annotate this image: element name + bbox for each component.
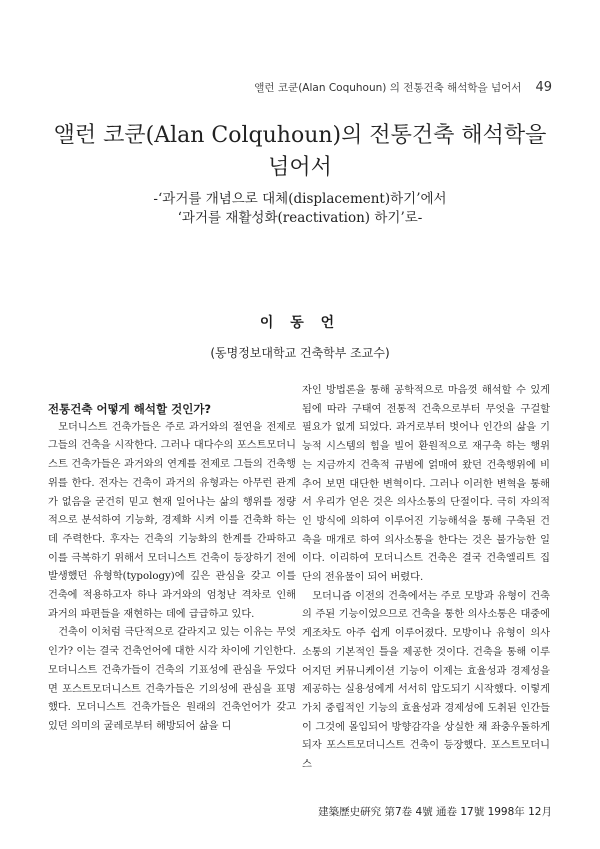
left-paragraph-2: 건축이 이처럼 극단적으로 갈라지고 있는 이유는 무엇인가? 이는 결국 건축언어에 대한 시각 차이에 기인한다. 모더니스트 건축가들이 건축의 기표성에 관심을 두었다면 포스트모더니스트 건축가들은 기의성에 관심을 표명했다. 모더니스트 건축가들은 원래의 건축언어가 갖고 있던 의미의 굴레로부터 해방되어 삶을 디 bbox=[48, 627, 296, 732]
running-header bbox=[254, 80, 552, 95]
left-column bbox=[48, 400, 296, 737]
section-heading: 전통건축 어떻게 해석할 것인가? bbox=[48, 402, 212, 416]
left-paragraph-1: 모더니스트 건축가들은 주로 과거와의 절연을 전제로 그들의 건축을 시작한다. 그러나 대다수의 포스트모더니스트 건축가들은 과거와의 연계를 전제로 그들의 건축행위를 한다. 전자는 건축이 과거의 유형과는 아무런 관계가 없음을 굳건히 믿고 현재 일어나는 삶의 행위를 정량적으로 분석하여 기능화, 경제화 시켜 이를 건축화 하는데 주력한다. 후자는 건축의 기능화의 한계를 간파하고 이를 극복하기 위해서 모더니스트 건축이 등장하기 전에 발생했던 유형학(typology)에 깊은 관심을 갖고 이를 건축에 적용하고자 하나 과거와의 엄청난 격차로 인해 과거의 파편들을 재현하는 데에 급급하고 있다. bbox=[48, 421, 296, 620]
title-line-2: 넘어서 bbox=[268, 155, 332, 180]
author-block bbox=[0, 312, 600, 361]
right-column bbox=[302, 382, 550, 775]
subtitle-line-2: ‘과거를 재활성화(reactivation) 하기’로- bbox=[177, 210, 423, 226]
article-subtitle bbox=[0, 190, 600, 228]
running-title: 앨런 코쿤(Alan Coquhoun) 의 전통건축 해석학을 넘어서 bbox=[254, 82, 522, 94]
author-affiliation: (동명정보대학교 건축학부 조교수) bbox=[210, 346, 390, 360]
journal-citation: 建築歷史硏究 第7卷 4號 通卷 17號 1998年 12月 bbox=[318, 806, 552, 818]
author-name: 이 동 언 bbox=[259, 315, 341, 331]
right-paragraph-2: 모더니즘 이전의 건축에서는 주로 모방과 유형이 건축의 주된 기능이었으므로 건축을 통한 의사소통은 대중에게조차도 아주 쉽게 이루어졌다. 모방이나 유형이 의사소통의 기본적인 틀을 제공한 것이다. 건축을 통해 이루어지던 커뮤니케이션 기능이 이제는 효율성과 경제성을 제공하는 실용성에게 서서히 압도되기 시작했다. 이렇게 가치 중립적인 기능의 효율성과 경제성에 도취된 인간들이 그것에 몰입되어 방향감각을 상실한 채 좌충우돌하게 되자 포스트모더니스트 건축이 등장했다. 포스트모더니스 bbox=[302, 590, 550, 771]
title-block bbox=[0, 120, 600, 228]
article-title bbox=[0, 120, 600, 184]
title-line-1: 앨런 코쿤(Alan Colquhoun)의 전통건축 해석학을 bbox=[53, 123, 547, 148]
page-number: 49 bbox=[535, 80, 552, 95]
subtitle-line-1: -‘과거를 개념으로 대체(displacement)하기’에서 bbox=[153, 191, 447, 207]
right-paragraph-1: 자인 방법론을 통해 공학적으로 마음껏 해석할 수 있게 됨에 따라 구태여 전통적 건축으로부터 무엇을 구걸할 필요가 없게 되었다. 과거로부터 벗어나 인간의 삶을 기능적 시스템의 힘을 빌어 환원적으로 재구축 하는 행위는 지금까지 건축적 규범에 얽매여 왔던 건축행위에 비추어 보면 대단한 변혁이다. 그러나 이러한 변혁을 통해서 우리가 얻은 것은 의사소통의 단절이다. 극히 자의적인 방식에 의하여 이루어진 기능해석을 통해 구축된 건축을 매개로 하여 의사소통을 한다는 것은 불가능한 일이다. 이리하여 모더니스트 건축은 결국 건축엘리트 집단의 전유물이 되어 버렸다. bbox=[302, 385, 550, 584]
